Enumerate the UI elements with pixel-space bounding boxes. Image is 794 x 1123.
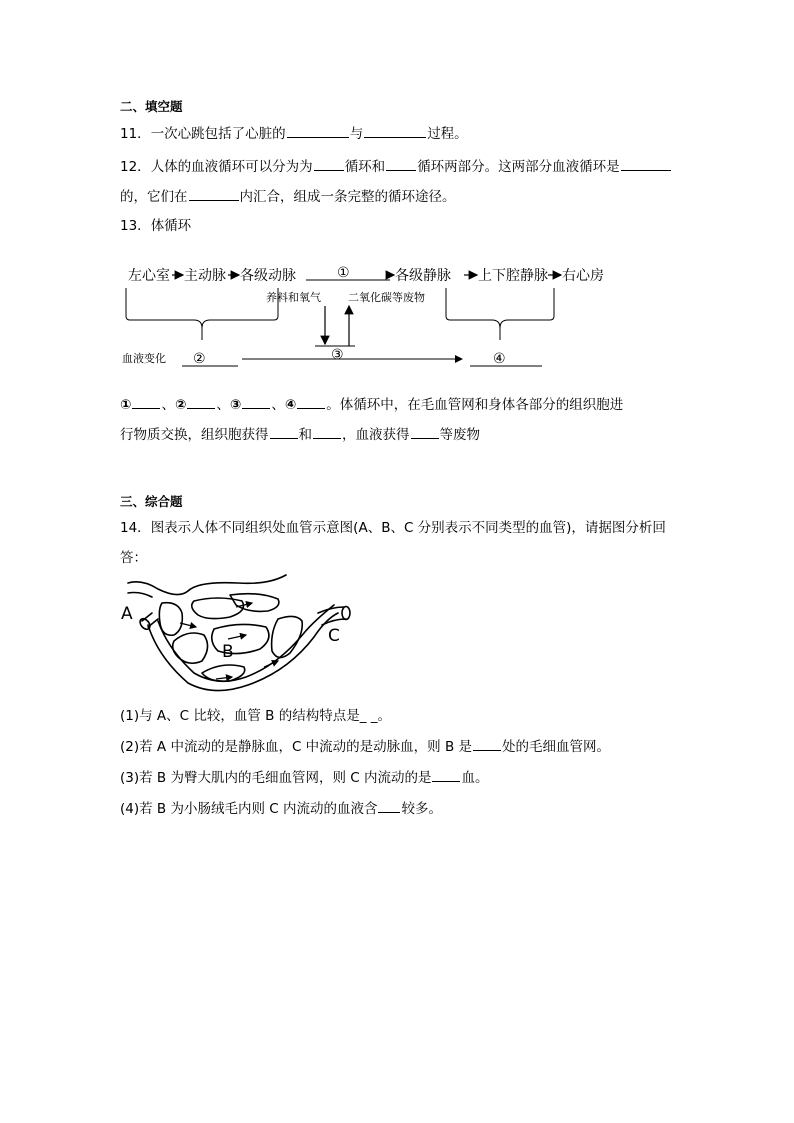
ans-blank-2[interactable] [187, 395, 215, 409]
q13-answer-line-2 [120, 425, 480, 444]
outer-top [128, 575, 286, 595]
q12-text-4: 的，它们在 [120, 189, 188, 205]
q13-answer-text-2: 行物质交换，组织胞获得 [120, 427, 269, 443]
ans-blank-1[interactable] [132, 395, 160, 409]
flow-arrow-4 [264, 661, 278, 667]
capillary-cell-3 [230, 594, 279, 612]
label-vessel-b: B [222, 642, 234, 662]
q12-text-3: 循环两部分。这两部分血液循环是 [417, 159, 620, 175]
q14-sub-1-text-b: _ _。 [359, 708, 392, 724]
label-circle-1: ① [337, 265, 350, 281]
q12-blank-3[interactable] [621, 157, 671, 171]
label-vessel-c: C [328, 626, 340, 646]
capillary-cell-4 [173, 633, 208, 663]
q14-sub-3 [120, 768, 488, 787]
node-aorta: 主动脉 [184, 268, 226, 284]
question-11 [120, 124, 468, 143]
section-2-heading: 二、填空题 [120, 99, 183, 114]
flow-arrow-1 [180, 623, 196, 627]
q14-sub-3-text-b: 血。 [461, 770, 489, 786]
q14-sub-3-text-a: (3)若 B 为臀大肌内的毛细血管网，则 C 内流动的是 [120, 770, 432, 786]
q14-text-1: 图表示人体不同组织处血管示意图(A、B、C 分别表示不同类型的血管)，请据图分析回 [150, 520, 666, 536]
q11-text-3: 过程。 [427, 126, 468, 142]
question-13 [120, 217, 191, 235]
q13-answer-text-3: 和 [298, 427, 312, 443]
ans-blank-4[interactable] [297, 395, 325, 409]
q14-sub-3-blank[interactable] [432, 768, 460, 782]
flow-arrow-5 [216, 677, 232, 679]
node-veins: 各级静脉 [395, 268, 451, 284]
q12-blank-2[interactable] [386, 157, 416, 171]
q14-sub-2-text-b: 处的毛细血管网。 [502, 739, 611, 755]
q14-sub-4-blank[interactable] [378, 799, 400, 813]
ans-circle-1: ① [120, 397, 132, 413]
brace-left [126, 288, 278, 340]
ans-blank-7[interactable] [411, 425, 439, 439]
section-3-heading: 三、综合题 [120, 494, 183, 509]
label-circle-2: ② [193, 351, 206, 367]
outer-top-inner [128, 593, 152, 598]
q14-sub-1 [120, 707, 391, 725]
label-blood-change: 血液变化 [122, 352, 166, 365]
sep: 、 [161, 397, 175, 413]
q13-number: 13． [120, 218, 151, 234]
q14-sub-2-blank[interactable] [473, 737, 501, 751]
inner-bottom [158, 605, 334, 681]
capillary-cell-2 [192, 598, 244, 619]
sep: 、 [216, 397, 230, 413]
vessel-c-opening [342, 607, 350, 620]
node-arteries: 各级动脉 [240, 268, 296, 284]
ans-blank-6[interactable] [313, 425, 341, 439]
question-14-line-1 [120, 519, 666, 537]
ans-blank-3[interactable] [242, 395, 270, 409]
label-vessel-a: A [121, 604, 133, 624]
q12-blank-1[interactable] [314, 157, 344, 171]
q14-sub-4-text-b: 较多。 [401, 801, 442, 817]
brace-right [446, 288, 554, 340]
flow-arrow-3 [228, 635, 246, 639]
q14-sub-4-text-a: (4)若 B 为小肠绒毛内则 C 内流动的血液含 [120, 801, 378, 817]
q11-text-2: 与 [349, 126, 364, 142]
q12-text-2: 循环和 [344, 159, 386, 175]
node-left-ventricle: 左心室 [128, 268, 170, 284]
ans-circle-2: ② [174, 397, 187, 413]
node-vena-cava: 上下腔静脉 [478, 268, 548, 284]
capillary-cell-1 [159, 603, 182, 636]
q13-answer-text-4: ，血液获得 [342, 427, 410, 443]
label-circle-3: ③ [331, 347, 344, 363]
systemic-circulation-diagram [110, 258, 650, 378]
q11-number: 11． [120, 126, 151, 142]
ans-circle-3: ③ [229, 397, 242, 413]
blood-vessel-diagram [118, 573, 356, 699]
q14-number: 14． [120, 520, 151, 536]
q13-answer-line-1 [120, 395, 623, 414]
node-right-atrium: 右心房 [562, 268, 604, 284]
question-12-line-1 [120, 157, 672, 176]
question-12-line-2 [120, 187, 456, 206]
sep: 、 [271, 397, 285, 413]
label-circle-4: ④ [493, 351, 506, 367]
q12-text-5: 内汇合，组成一条完整的循环途径。 [239, 189, 456, 205]
ans-circle-4: ④ [284, 397, 297, 413]
q13-title: 体循环 [150, 218, 192, 234]
capillary-cell-5 [212, 624, 269, 653]
q11-text-1: 一次心跳包括了心脏的 [150, 126, 286, 142]
q12-text-1: 人体的血液循环可以分为为 [150, 159, 313, 175]
q12-number: 12． [120, 159, 151, 175]
q14-sub-2-text-a: (2)若 A 中流动的是静脉血，C 中流动的是动脉血，则 B 是 [120, 739, 473, 755]
q11-blank-2[interactable] [364, 124, 426, 138]
q13-answer-text-5: 等废物 [439, 427, 480, 443]
q13-answer-text-1: 。体循环中，在毛血管网和身体各部分的组织胞进 [326, 397, 624, 413]
q11-blank-1[interactable] [287, 124, 349, 138]
question-14-line-2: 答： [120, 550, 147, 566]
q12-blank-4[interactable] [189, 187, 239, 201]
q14-sub-4 [120, 799, 442, 818]
label-co2-waste: 二氧化碳等废物 [348, 291, 425, 304]
ans-blank-5[interactable] [270, 425, 298, 439]
q14-sub-2 [120, 737, 610, 756]
label-nutrients-oxygen: 养料和氧气 [266, 291, 321, 304]
q14-sub-1-text-a: (1)与 A、C 比较，血管 B 的结构特点是 [120, 708, 360, 724]
